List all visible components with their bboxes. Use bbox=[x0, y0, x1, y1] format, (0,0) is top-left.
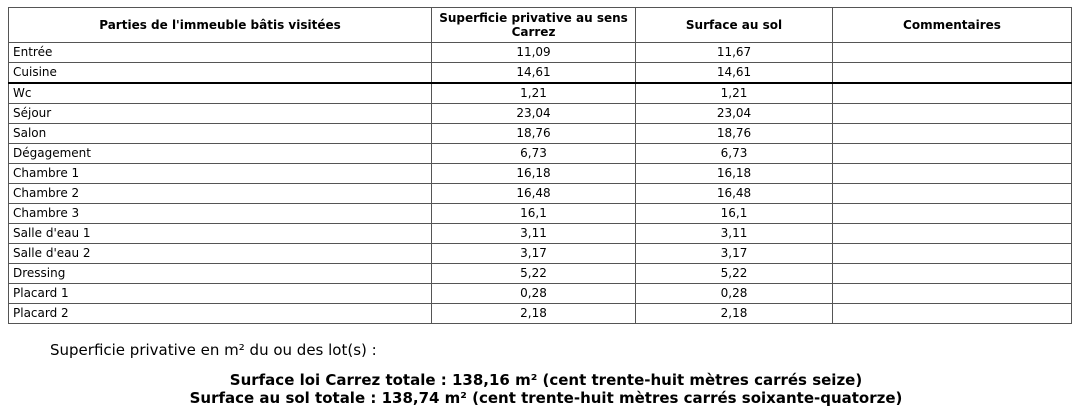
row-carrez: 0,28 bbox=[432, 284, 636, 304]
row-carrez: 1,21 bbox=[432, 83, 636, 104]
row-comment bbox=[833, 83, 1072, 104]
row-part: Chambre 2 bbox=[9, 184, 432, 204]
row-ground: 0,28 bbox=[636, 284, 833, 304]
summary-intro: Superficie privative en m² du ou des lot(s) : bbox=[50, 341, 377, 359]
row-comment bbox=[833, 164, 1072, 184]
header-part: Parties de l'immeuble bâtis visitées bbox=[9, 8, 432, 43]
table-row bbox=[9, 184, 1072, 204]
row-ground: 23,04 bbox=[636, 104, 833, 124]
row-comment bbox=[833, 224, 1072, 244]
table-row bbox=[9, 224, 1072, 244]
row-ground: 18,76 bbox=[636, 124, 833, 144]
row-comment bbox=[833, 43, 1072, 63]
row-comment bbox=[833, 304, 1072, 324]
table-row bbox=[9, 104, 1072, 124]
table-row bbox=[9, 204, 1072, 224]
table-row bbox=[9, 244, 1072, 264]
row-comment bbox=[833, 124, 1072, 144]
table-row bbox=[9, 164, 1072, 184]
row-part: Chambre 1 bbox=[9, 164, 432, 184]
row-part: Dégagement bbox=[9, 144, 432, 164]
row-carrez: 5,22 bbox=[432, 264, 636, 284]
row-carrez: 3,17 bbox=[432, 244, 636, 264]
row-carrez: 16,48 bbox=[432, 184, 636, 204]
row-comment bbox=[833, 264, 1072, 284]
row-ground: 11,67 bbox=[636, 43, 833, 63]
row-comment bbox=[833, 204, 1072, 224]
table-row bbox=[9, 284, 1072, 304]
row-ground: 14,61 bbox=[636, 63, 833, 84]
table-row bbox=[9, 43, 1072, 63]
row-comment bbox=[833, 184, 1072, 204]
table-row bbox=[9, 304, 1072, 324]
row-part: Dressing bbox=[9, 264, 432, 284]
row-carrez: 16,1 bbox=[432, 204, 636, 224]
header-ground: Surface au sol bbox=[636, 8, 833, 43]
row-carrez: 23,04 bbox=[432, 104, 636, 124]
row-ground: 16,18 bbox=[636, 164, 833, 184]
row-ground: 1,21 bbox=[636, 83, 833, 104]
row-ground: 16,1 bbox=[636, 204, 833, 224]
row-part: Salon bbox=[9, 124, 432, 144]
header-comments: Commentaires bbox=[833, 8, 1072, 43]
row-comment bbox=[833, 244, 1072, 264]
row-comment bbox=[833, 63, 1072, 84]
row-carrez: 14,61 bbox=[432, 63, 636, 84]
row-comment bbox=[833, 284, 1072, 304]
row-part: Cuisine bbox=[9, 63, 432, 84]
row-ground: 3,11 bbox=[636, 224, 833, 244]
row-carrez: 3,11 bbox=[432, 224, 636, 244]
table-row bbox=[9, 124, 1072, 144]
row-carrez: 18,76 bbox=[432, 124, 636, 144]
row-ground: 16,48 bbox=[636, 184, 833, 204]
table-row bbox=[9, 83, 1072, 104]
header-carrez: Superficie privative au sens Carrez bbox=[432, 8, 636, 43]
table-row bbox=[9, 264, 1072, 284]
surface-table bbox=[8, 7, 1072, 324]
row-ground: 5,22 bbox=[636, 264, 833, 284]
table-row bbox=[9, 144, 1072, 164]
row-comment bbox=[833, 104, 1072, 124]
row-part: Chambre 3 bbox=[9, 204, 432, 224]
ground-total: Surface au sol totale : 138,74 m² (cent trente-huit mètres carrés soixante-quatorze) bbox=[189, 389, 903, 407]
row-part: Placard 1 bbox=[9, 284, 432, 304]
table-row bbox=[9, 63, 1072, 84]
row-carrez: 11,09 bbox=[432, 43, 636, 63]
carrez-total: Surface loi Carrez totale : 138,16 m² (cent trente-huit mètres carrés seize) bbox=[229, 371, 863, 389]
row-part: Placard 2 bbox=[9, 304, 432, 324]
row-ground: 2,18 bbox=[636, 304, 833, 324]
row-ground: 3,17 bbox=[636, 244, 833, 264]
row-part: Wc bbox=[9, 83, 432, 104]
row-part: Entrée bbox=[9, 43, 432, 63]
table-header-row bbox=[9, 8, 1072, 43]
row-carrez: 6,73 bbox=[432, 144, 636, 164]
row-comment bbox=[833, 144, 1072, 164]
row-ground: 6,73 bbox=[636, 144, 833, 164]
row-part: Salle d'eau 2 bbox=[9, 244, 432, 264]
row-part: Salle d'eau 1 bbox=[9, 224, 432, 244]
row-part: Séjour bbox=[9, 104, 432, 124]
row-carrez: 16,18 bbox=[432, 164, 636, 184]
row-carrez: 2,18 bbox=[432, 304, 636, 324]
